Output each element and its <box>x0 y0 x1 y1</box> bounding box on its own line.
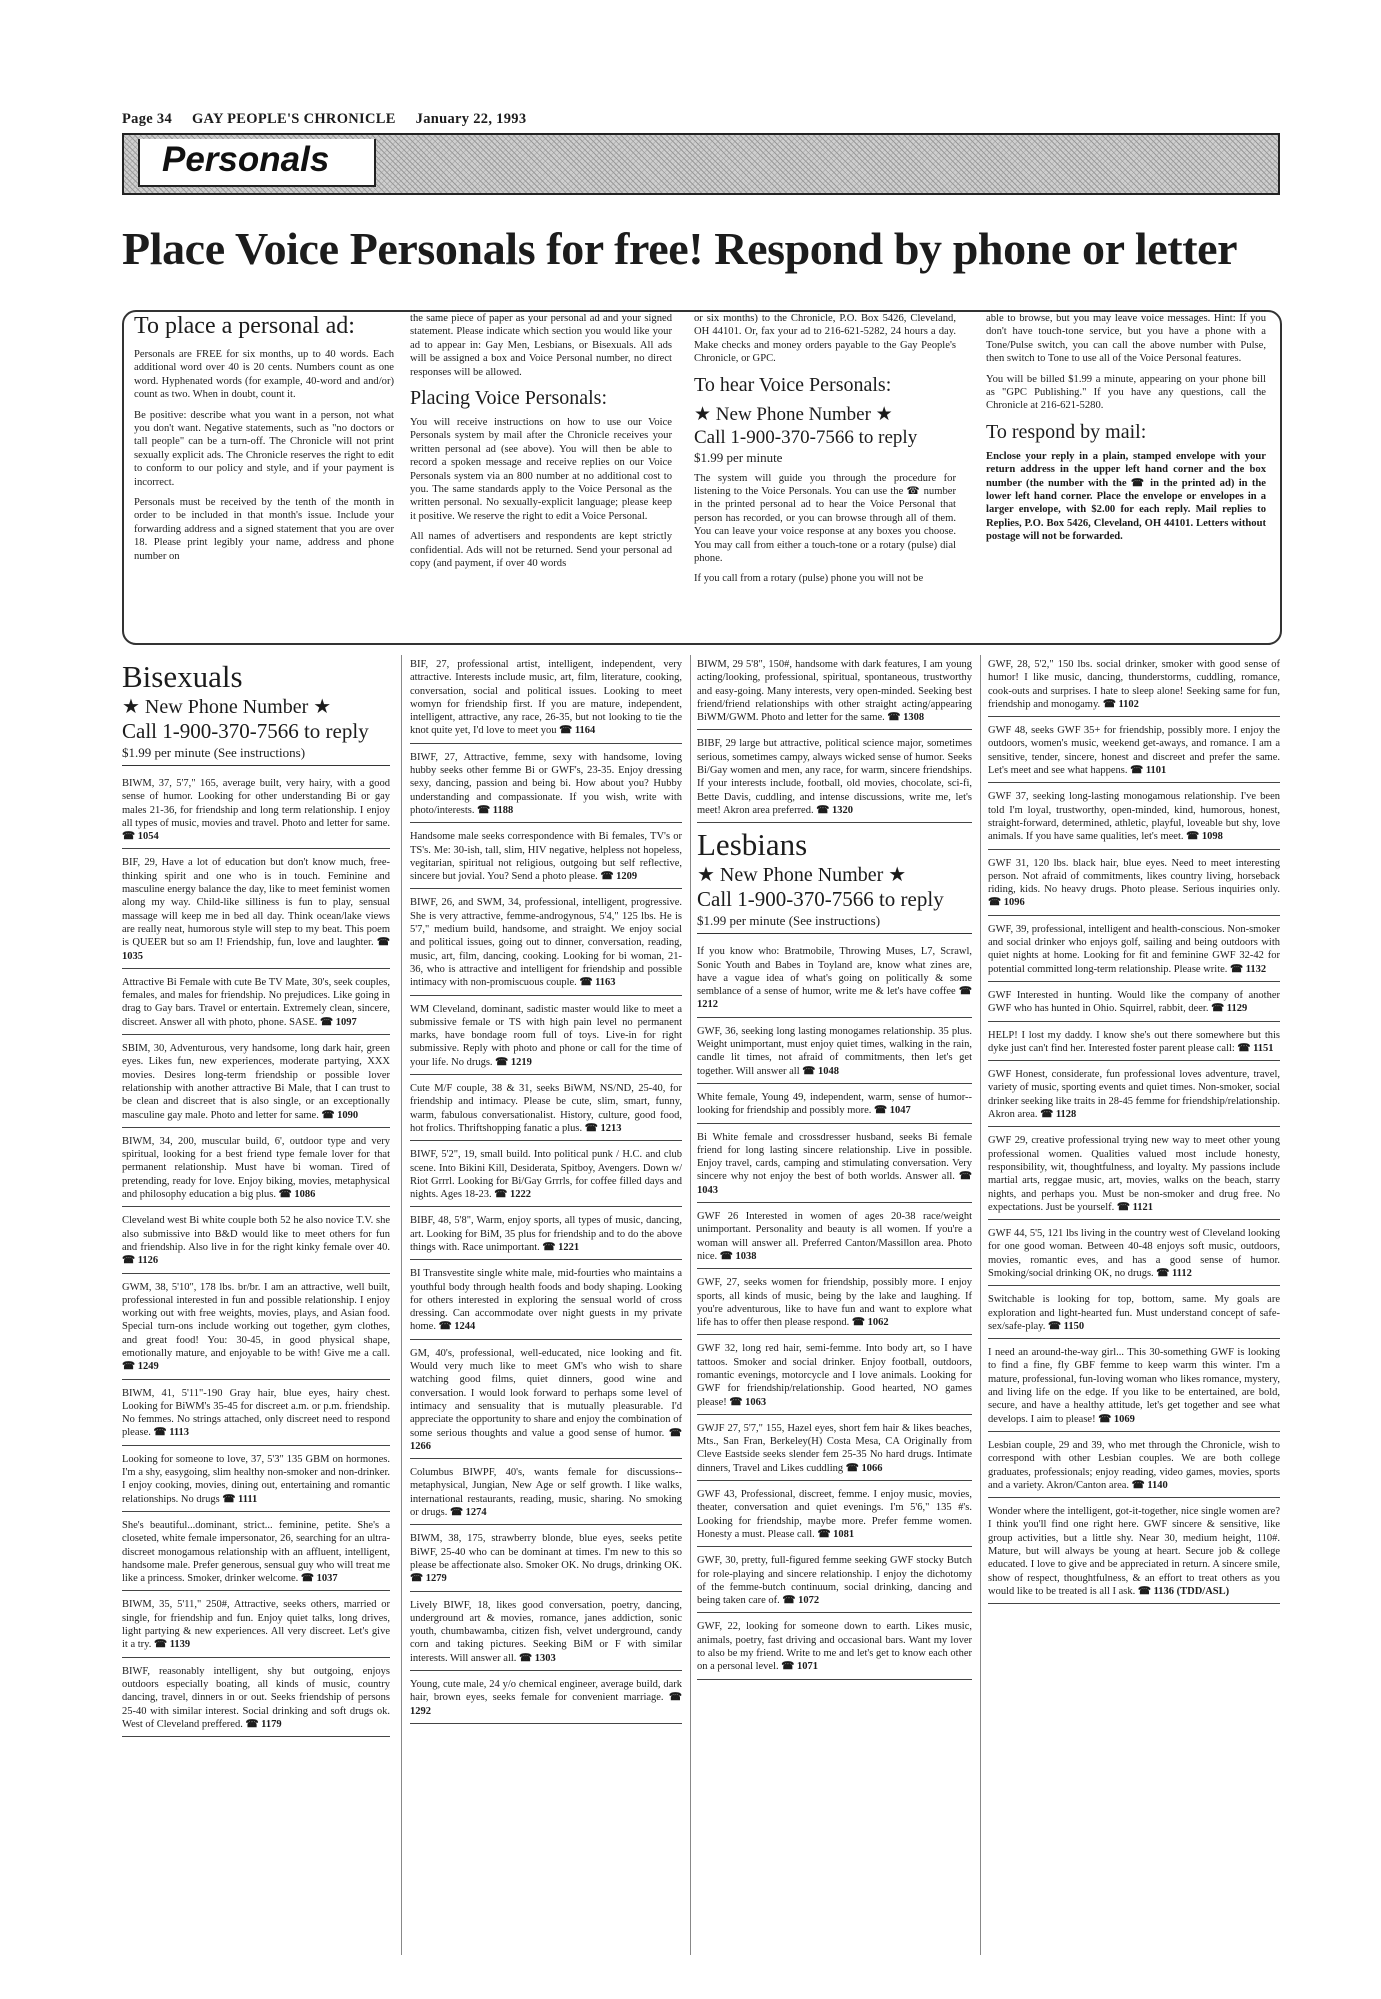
ad-reply-code: ☎ 1112 <box>1156 1267 1192 1279</box>
personal-ad <box>988 1131 1280 1220</box>
personal-ad <box>697 1088 972 1124</box>
ads-column-1 <box>122 655 390 1955</box>
personal-ad <box>988 721 1280 783</box>
lesbians-title: Lesbians <box>697 827 808 863</box>
ad-reply-code: ☎ 1219 <box>495 1056 532 1068</box>
ad-text: Young, cute male, 24 y/o chemical engineer, average build, dark hair, brown eyes, seeks female for convenient marriage. <box>410 1679 682 1704</box>
ad-reply-code: ☎ 1069 <box>1098 1413 1135 1425</box>
personal-ad <box>697 1207 972 1269</box>
personal-ad <box>122 1450 390 1512</box>
ad-text: Wonder where the intelligent, got-it-together, nice single women are? I think you'll find one right here. GWF sincere & sensitive, like group activities, but a little shy. Near 30, medium height, 110#. Mature, but will always be young at heart. Secure job & college educated. I love to give and be appreciated in return. A sincere smile, show of respect, thoughtfulness, & an effort to treat others as you would like to be treated is all I ask. <box>988 1506 1280 1597</box>
personal-ad <box>410 1211 682 1260</box>
ad-reply-code: ☎ 1266 <box>410 1427 682 1452</box>
ad-text: GWF, 36, seeking long lasting monogames relationship. 35 plus. Weight unimportant, must enjoy quiet times, walking in the rain, candle lit times, not afraid of commitments, then let's get together. Will answer all <box>697 1025 972 1077</box>
ad-text: Lively BIWF, 18, likes good conversation, poetry, dancing, underground art & movies, romance, janes addiction, sonic youth, chumbawamba, citizen fish, velvet underground, candy corn and taking pictures. Seeking BiM or F with similar interests. Will answer all. <box>410 1599 682 1664</box>
ad-text: Cleveland west Bi white couple both 52 he also novice T.V. she also submissive into B&D would like to meet others for fun and friendship. Also live in for the right kinky female over 40. <box>122 1215 390 1253</box>
info-column-4 <box>986 312 1266 642</box>
phone-number: Call 1-900-370-7566 to reply <box>694 426 918 448</box>
personal-ad <box>988 920 1280 982</box>
personal-ad <box>122 973 390 1035</box>
headline: Place Voice Personals for free! Respond by phone or letter <box>122 223 1238 274</box>
ad-text: Columbus BIWPF, 40's, wants female for discussions--metaphysical, Jungian, New Age or self growth. I like walks, international restaurants, reading, music, sharing. No smoking or drugs. <box>410 1467 682 1519</box>
placing-voice-paragraph: or six months) to the Chronicle, P.O. Box 5426, Cleveland, OH 44101. Or, fax your ad to 216-621-5282, 24 hours a day. Make checks and money orders payable to the Gay People's Chronicle, or GPC. <box>694 313 956 365</box>
ad-text: White female, Young 49, independent, warm, sense of humor--looking for friendship and possibly more. <box>697 1091 972 1117</box>
ad-reply-code: ☎ 1139 <box>153 1639 191 1651</box>
personal-ad <box>122 853 390 968</box>
ad-reply-code: ☎ 1126 <box>122 1255 159 1267</box>
ad-text: BIBF, 48, 5'8", Warm, enjoy sports, all types of music, dancing, art. Looking for BiM, 35 plus for friendship and to do the above things with. Race unimportant. <box>410 1215 682 1253</box>
place-ad-paragraph: the same piece of paper as your personal ad and your signed statement. Please indicate which section you would like your ad to appear in: Gay Men, Lesbians, or Bisexuals. All ads will be assigned a box and Voice Personal number, no direct responses will be allowed. <box>410 313 672 378</box>
ad-text: BIWF, 5'2", 19, small build. Into political punk / H.C. and club scene. Into Bikini Kill, Desiderata, Spitboy, Avengers. Down w/ Riot Grrrl. Looking for Bi/Gay Grrrls, for coffee filled days and nights. Ages 18-23. <box>410 1149 682 1201</box>
personal-ad <box>988 986 1280 1022</box>
ad-reply-code: ☎ 1101 <box>1130 765 1167 777</box>
ad-reply-code: ☎ 1164 <box>559 725 596 737</box>
personal-ad <box>122 1516 390 1591</box>
ad-reply-code: ☎ 1072 <box>782 1595 820 1607</box>
personal-ad <box>410 1145 682 1207</box>
personal-ad <box>410 1079 682 1141</box>
ad-text: HELP! I lost my daddy. I know she's out there somewhere but this dyke just can't find her. Interested foster parent please call: <box>988 1029 1280 1054</box>
ad-text: WM Cleveland, dominant, sadistic master would like to meet a submissive female or TS with high pain level no permanent marks, have bondage room full of toys. Live-in for right submissive. Reply with photo and phone or call for the time of your life. No drugs. <box>410 1003 682 1068</box>
hear-voice-paragraph: If you call from a rotary (pulse) phone you will not be <box>694 573 924 585</box>
respond-mail-title: To respond by mail: <box>986 420 1147 443</box>
ad-text: GWF 29, creative professional trying new way to meet other young professional women. Qualities valued most include honesty, responsibility, wit, thoughtfulness, and loyalty. My passions include martial arts, reggae music, art, movies, walks on the beach, starry nights, and perhaps you. Must be non-smoker and drug free. No expectations. Just be yourself. <box>988 1135 1280 1213</box>
ads-list <box>988 655 1280 1604</box>
personal-ad <box>697 1128 972 1203</box>
phone-rate: $1.99 per minute (See instructions) <box>697 913 881 929</box>
ad-reply-code: ☎ 1047 <box>874 1105 911 1117</box>
ad-reply-code: ☎ 1071 <box>781 1661 818 1673</box>
ad-text: GWF 43, Professional, discreet, femme. I enjoy music, movies, theater, conversation and quiet evenings. I'm 5'6," 135 #'s. Looking for friendship, maybe more. Prefer femme women. Honesty a must. Please call. <box>697 1489 972 1540</box>
column-divider <box>980 655 981 1955</box>
ad-text: She's beautiful...dominant, strict... feminine, petite. She's a closeted, white female impersonator, 26, searching for an ultra-discreet monogamous relationship with an affluent, intelligent, handsome male. Prefer generous, sensual guy who will treat me like a princess. Smoker, drinker welcome. <box>122 1519 390 1585</box>
ad-text: BIF, 27, professional artist, intelligent, independent, very attractive. Interests include music, art, film, literature, cooking, conversation, social and political issues. Looking to meet womyn for friendship first. If you are mature, independent, intelligent, attractive, any race, 26-35, but not looking to tie the knot quite yet, I'd love to meet you <box>410 659 682 737</box>
ad-text: GWF Interested in hunting. Would like the company of another GWF who has hunted in Ohio. Squirrel, rabbit, deer. <box>988 989 1280 1015</box>
personal-ad <box>122 774 390 849</box>
ad-reply-code: ☎ 1098 <box>1186 831 1223 843</box>
ad-text: BIWM, 34, 200, muscular build, 6', outdoor type and very spiritual, looking for a best friend type female lover for that permanent relationship. Must have bi woman. Tired of pretending, ready for love. Enjoy biking, movies, metaphysical and philosophy education a big plus. <box>122 1135 390 1201</box>
personal-ad <box>988 1502 1280 1604</box>
hear-voice-paragraph: The system will guide you through the procedure for listening to the Voice Personals. You can use the ☎ number in the printed personal ad to hear the Voice Personal that person has recorded, or you can browse through all of them. You can leave your voice response at any boxes you choose. You may call from either a touch-tone or a rotary (pulse) dial phone. <box>694 472 956 565</box>
personal-ad <box>410 893 682 995</box>
lesbians-header <box>697 827 972 934</box>
ad-text: GWF, 28, 5'2," 150 lbs. social drinker, smoker with good sense of humor! I like music, dancing, thunderstorms, cuddling, romance, cook-outs and surprises. I hate to sleep alone! Seeking same for fun, friendship and monogamy. <box>988 659 1280 710</box>
personal-ad <box>122 1384 390 1446</box>
placing-voice-title: Placing Voice Personals: <box>410 387 608 410</box>
ad-text: GWJF 27, 5'7," 155, Hazel eyes, short fem hair & likes beaches, Mts., San Fran, Berkeley(H) Costa Mesa, CA Originally from Cleve Eastside seeks slender fem 25-35 No hard drugs. Intimate dinners, Travel and Likes cuddling <box>697 1422 972 1474</box>
ad-text: Cute M/F couple, 38 & 31, seeks BiWM, NS/ND, 25-40, for friendship and intimacy. Please be cute, slim, smart, funny, warm, fabulous conversationalist. History, culture, good food, hot frolics. Thriftshopping fanatic a plus. <box>410 1083 682 1134</box>
ad-reply-code: ☎ 1308 <box>887 712 925 724</box>
ad-reply-code: ☎ 1209 <box>600 871 638 883</box>
personal-ad <box>122 1662 390 1737</box>
ads-list <box>697 942 972 1679</box>
ad-text: BIWM, 35, 5'11," 250#, Attractive, seeks others, married or single, for friendship and fun. Enjoy quiet talks, long drives, light partying & new experiences. All very discreet. Let's give it a try. <box>122 1599 390 1651</box>
ad-reply-code: ☎ 1096 <box>988 897 1025 909</box>
ad-reply-code: ☎ 1279 <box>410 1573 447 1585</box>
ad-reply-code: ☎ 1063 <box>729 1396 767 1408</box>
personal-ad <box>988 1026 1280 1062</box>
ad-reply-code: ☎ 1129 <box>1211 1003 1248 1015</box>
ads-list <box>410 655 682 1724</box>
ad-text: BIWM, 41, 5'11"-190 Gray hair, blue eyes, hairy chest. Looking for BiWM's 35-45 for discreet a.m. or p.m. friendship. No femmes. No strings attached, only discreet need to respond please. <box>122 1387 390 1439</box>
ad-reply-code: ☎ 1274 <box>449 1507 487 1519</box>
ad-text: GWF, 30, pretty, full-figured femme seeking GWF stocky Butch for role-playing and sincere relationship. I enjoy the dichotomy of the femme-butch continuum, social drinking, dancing and being taken care of. <box>697 1555 972 1607</box>
hear-phone-block <box>694 403 956 466</box>
place-ad-paragraph: Personals must be received by the tenth of the month in order to be included in that month's issue. Include your forwarding address and a signed statement that you are over 18. Please print legibly your name, address and phone number on <box>134 497 394 562</box>
personal-ad <box>410 1264 682 1339</box>
ad-reply-code: ☎ 1038 <box>719 1250 757 1262</box>
ad-reply-code: ☎ 1054 <box>122 831 159 843</box>
ad-reply-code: ☎ 1221 <box>542 1241 580 1253</box>
personal-ad <box>697 1339 972 1414</box>
personal-ad <box>988 854 1280 916</box>
ad-reply-code: ☎ 1244 <box>438 1321 476 1333</box>
ad-text: Handsome male seeks correspondence with Bi females, TV's or TS's. Me: 30-ish, tall, slim, HIV negative, helpless not hopeless, vegitarian, spiritual not religious, outgoing but self reflective, sincere but jovial. You? Send a photo please. <box>410 831 682 883</box>
ad-text: GWF 31, 120 lbs. black hair, blue eyes. Need to meet interesting person. Not afraid of commitments, likes country living, horseback riding, kids. No heavy drugs. Photo please. Serious inquiries only. <box>988 857 1280 896</box>
place-ad-paragraph: Be positive: describe what you want in a person, not what you don't want. Negative statements, such as "no doctors or tall people" can be a turn-off. The Chronicle will not print sexually explicit ads. The Chronicle reserves the right to edit to conform to our policy and style, and if your payment is incorrect. <box>134 409 394 488</box>
ad-reply-code: ☎ 1111 <box>222 1493 258 1505</box>
ad-reply-code: ☎ 1035 <box>122 937 390 962</box>
ad-reply-code: ☎ 1213 <box>584 1122 622 1134</box>
ad-reply-code: ☎ 1140 <box>1131 1479 1168 1491</box>
ad-text: BIWF, 27, Attractive, femme, sexy with handsome, loving hubby seeks other femme Bi or GWF's, 23-35. Enjoy dressing sexy, dancing, passion and being bi. How about you? Hubby understanding and compassionate. If you wish, write with photo/interests. <box>410 751 682 816</box>
ad-reply-code: ☎ 1150 <box>1047 1320 1085 1332</box>
ad-text: GM, 40's, professional, well-educated, nice looking and fit. Would very much like to meet GM's who wish to share watching good films, quiet dinners, good wine and conversation. I would look forward to perhaps some level of intimacy and sensuality that is mutually pleasurable. I'd appreciate the opportunity to share and enjoy the combination of some serious thoughts and value a good sense of humor. <box>410 1347 682 1439</box>
personal-ad <box>410 655 682 744</box>
ad-reply-code: ☎ 1048 <box>802 1065 839 1077</box>
ad-text: I need an around-the-way girl... This 30-something GWF is looking to find a fine, fly GBF femme to keep warm this winter. I'm a mature, professional, fun-loving woman who likes romance, mystery, and living life on the edge. If you like to be entertained, are bold, secure, and have a healthy attitude, let's get together and see what develops. I aim to please! <box>988 1347 1280 1425</box>
ad-reply-code: ☎ 1222 <box>494 1189 532 1201</box>
ad-reply-code: ☎ 1249 <box>122 1361 159 1373</box>
personal-ad <box>988 655 1280 717</box>
ad-text: Switchable is looking for top, bottom, same. My goals are exploration and light-hearted fun. Must understand concept of safe-sex/safe-play. <box>988 1294 1280 1332</box>
ad-text: GWF 48, seeks GWF 35+ for friendship, possibly more. I enjoy the outdoors, women's music, weekend get-aways, and romance. I am a sensitive, tender, sincere, honest and discreet and prefer the same. Let's meet and see what happens. <box>988 725 1280 777</box>
ad-text: BIWF, 26, and SWM, 34, professional, intelligent, progressive. She is very attractive, femme-androgynous, 5'4," 125 lbs. He is 5'7," medium build, handsome, and straight. We enjoy social and political issues, going out to dinner, conversation, reading, music, art, film, dancing, cooking. Looking for bi woman, 21-36, who is attractive and intelligent for friendship and possible intimacy with non-promiscuous couple. <box>410 897 682 989</box>
ad-reply-code: ☎ 1066 <box>845 1462 883 1474</box>
ad-reply-code: ☎ 1292 <box>410 1692 682 1717</box>
phone-rate: $1.99 per minute (See instructions) <box>122 745 306 760</box>
personal-ad <box>988 787 1280 849</box>
personal-ad <box>410 1596 682 1671</box>
personal-ad <box>697 1273 972 1335</box>
hear-voice-paragraph: able to browse, but you may leave voice messages. Hint: If you don't have touch-tone service, but you have a phone with a Tone/Pulse switch, you can call the above number with Pulse, then switch to Tone to use all of the Voice Personal features. <box>986 313 1266 365</box>
ad-reply-code: ☎ 1043 <box>697 1171 972 1196</box>
ad-reply-code: ☎ 1320 <box>816 804 853 816</box>
personal-ad <box>122 1132 390 1207</box>
page-header <box>122 111 542 128</box>
ad-reply-code: ☎ 1102 <box>1102 698 1139 710</box>
personal-ad <box>697 942 972 1017</box>
bisexuals-title: Bisexuals <box>122 659 243 694</box>
ad-text: GWF, 22, looking for someone down to earth. Likes music, animals, poetry, fast driving and occasional bars. Want my lover to also be my friend. Write to me and let's get to know each other on a personal level. <box>697 1621 972 1673</box>
ad-reply-code: ☎ 1163 <box>579 977 616 989</box>
ad-text: If you know who: Bratmobile, Throwing Muses, L7, Scrawl, Sonic Youth and Babes in Toyland are, know what zines are, have a vague idea of what's going on politically & some semblance of a sense of humor, write me & let's have coffee <box>697 946 972 998</box>
personal-ad <box>410 827 682 889</box>
issue-date: January 22, 1993 <box>415 111 527 127</box>
personal-ad <box>697 734 972 823</box>
ad-reply-code: ☎ 1132 <box>1230 963 1267 975</box>
ad-reply-code: ☎ 1081 <box>817 1528 855 1540</box>
ad-reply-code: ☎ 1303 <box>519 1652 556 1664</box>
ad-text: BIBF, 29 large but attractive, political science major, sometimes serious, sometimes campy, always wicked sense of humor. Seeks Bi/Gay women and men, any race, for warm, sincere friendships. If your interests include, football, old movies, chocolate, sci-fi, Bette Davis, cuddling, and intense discussions, write me, let's meet! Akron area preferred. <box>697 738 972 816</box>
personal-ad <box>122 1595 390 1657</box>
column-divider <box>401 655 402 1955</box>
info-column-1 <box>134 312 394 642</box>
place-ad-paragraph: Personals are FREE for six months, up to 40 words. Each additional word over 40 is 20 cents. Numbers count as one word. Hyphenated words (for example, 40-word and and/or) count as two. When in doubt, count it. <box>134 349 394 401</box>
ad-text: Attractive Bi Female with cute Be TV Mate, 30's, seek couples, females, and males for friendship. No prejudices. Like going in drag to Gay bars. Travel or entertain. Extremely clean, sincere, discreet. Answer all with photo, phone. SASE. <box>122 976 390 1028</box>
personal-ad <box>988 1224 1280 1286</box>
personal-ad <box>988 1290 1280 1339</box>
ad-text: BIWF, reasonably intelligent, shy but outgoing, enjoys outdoors especially boating, all kinds of music, country dancing, travel, dinners in or out. Seeks friendship of persons 25-40 with similar interest. Social drinking and soft drugs ok. West of Cleveland preffered. <box>122 1665 390 1730</box>
ad-reply-code: ☎ 1090 <box>321 1109 359 1121</box>
ad-text: BIWM, 38, 175, strawberry blonde, blue eyes, seeks petite BiWF, 25-40 who can be dominant at times. I'm new to this so please be affectionate also. Smoker OK. No drugs, drinking OK. <box>410 1533 682 1571</box>
ad-reply-code: ☎ 1128 <box>1040 1109 1077 1121</box>
personal-ad <box>988 1343 1280 1432</box>
ad-text: GWF 26 Interested in women of ages 20-38 race/weight unimportant. Personality and beauty is all women. If you're a woman will answer all. Preferred Canton/Massillon area. Photo nice. <box>697 1211 972 1262</box>
personal-ad <box>410 1463 682 1525</box>
new-phone-number-label: ★ New Phone Number ★ <box>694 403 893 425</box>
personal-ad <box>122 1278 390 1380</box>
personal-ad <box>697 655 972 730</box>
column-divider <box>690 655 691 1955</box>
ad-text: GWF 32, long red hair, semi-femme. Into body art, so I have tattoos. Smoker and social drinker. Enjoy football, outdoors, romantic evenings, motorcycle and I love animals. Looking for GWF for friendship/relationship. Good hearted, NO games please! <box>697 1343 972 1408</box>
personal-ad <box>697 1022 972 1084</box>
phone-number: Call 1-900-370-7566 to reply <box>697 887 944 912</box>
info-column-3 <box>694 312 956 642</box>
ad-reply-code: ☎ 1121 <box>1116 1201 1154 1213</box>
ad-text: GWF 37, seeking long-lasting monogamous relationship. I've been told I'm loyal, trustworthy, open-minded, kind, humorous, honest, straight-forward, determined, athletic, playful, loveable but shy, love animals. If you have same qualities, let's meet. <box>988 791 1280 843</box>
ad-text: BIF, 29, Have a lot of education but don't know much, free-thinking spirit and one who is in touch. Feminine and masculine energy balance the day, like to meet feminist women along my way. Child-like silliness is fun to play, sensual massage will keep me in bed all day. Think ocean/lake views are really neat, humorous style will step to my beat. This poem is QUEER but so am I! Friendship, fun, love and laughter. <box>122 857 390 949</box>
ad-text: BI Transvestite single white male, mid-fourties who maintains a youthful body through health foods and body shaping. Looking for others interested in exploring the sensual world of cross dressing. Can accommodate over night guests in my private home. <box>410 1268 682 1333</box>
personal-ad <box>122 1039 390 1128</box>
personal-ad <box>410 1344 682 1459</box>
personal-ad <box>697 1551 972 1613</box>
ad-text: GWF, 27, seeks women for friendship, possibly more. I enjoy sports, all kinds of music, being by the lake and laughing. If you're adventurous, like to have fun and want to explore what life has to offer then please respond. <box>697 1277 972 1329</box>
personal-ad <box>988 1065 1280 1127</box>
ad-reply-code: ☎ 1037 <box>300 1573 338 1585</box>
personal-ad <box>988 1436 1280 1498</box>
personal-ad <box>410 1675 682 1724</box>
ad-text: BIWM, 29 5'8", 150#, handsome with dark features, I am young acting/looking, professional, spiritual, spontaneous, trustworthy and easy-going. Many interests, very open-minded. Seeking best friend/friend relationships with other straight acting/appearing BiWM/GWM. Photo and letter for the same. <box>697 659 972 724</box>
ad-text: GWM, 38, 5'10", 178 lbs. br/br. I am an attractive, well built, professional interested in fun and possible relationship. I enjoy working out with free weights, movies, plays, and Asian food. Special turn-ons include working out together, gym clothes, and great food! You: 30-45, in good physical shape, emotionally mature, and enjoyable to be with! Give me a call. <box>122 1281 390 1359</box>
placing-voice-paragraph: You will receive instructions on how to use our Voice Personals system by mail after the Chronicle receives your written personal ad (see above). You will then be able to record a spoken message and receive replies on our Voice Personals system via an 800 number at no additional cost to you. The same standards apply to the Voice Personal as the written personal. No sexually-explicit language; please keep it positive. We reserve the right to edit a Voice Personal. <box>410 417 672 522</box>
new-phone-number-label: ★ New Phone Number ★ <box>122 696 332 718</box>
ads-column-2 <box>410 655 682 1955</box>
ad-text: SBIM, 30, Adventurous, very handsome, long dark hair, green eyes. Likes fun, new experiences, moderate partying, XXX movies. Desires long-term friendship or possible lover relationship with another attractive Bi Male, that I can trust to be clean and discreet that is also single, or an exceptionally masculine gay male. Photo and letter for same. <box>122 1043 390 1121</box>
new-phone-number-label: ★ New Phone Number ★ <box>697 864 907 887</box>
ad-reply-code: ☎ 1151 <box>1237 1042 1274 1054</box>
hear-voice-title: To hear Voice Personals: <box>694 373 892 396</box>
personal-ad <box>410 1000 682 1075</box>
ad-reply-code: ☎ 1179 <box>245 1718 282 1730</box>
ad-text: Looking for someone to love, 37, 5'3" 135 GBM on hormones. I'm a shy, easygoing, slim healthy non-smoker and non-drinker. I enjoy cooking, movies, dining out, entertaining and romantic relationships. No drugs <box>122 1453 390 1505</box>
publication-name: GAY PEOPLE'S CHRONICLE <box>191 111 396 127</box>
section-title: Personals <box>138 139 376 187</box>
ad-reply-code: ☎ 1113 <box>153 1427 190 1439</box>
place-ad-title: To place a personal ad: <box>134 313 355 339</box>
ad-text: Lesbian couple, 29 and 39, who met through the Chronicle, wish to correspond with other Lesbian couples. We are both college graduates, professionals; enjoy reading, video games, movies, sports and a variety. Akron/Canton area. <box>988 1439 1280 1491</box>
ads-column-3 <box>697 655 972 1955</box>
ad-text: BIWM, 37, 5'7," 165, average built, very hairy, with a good sense of humor. Looking for other understanding Bi or gay males 21-36, for friendship and long term relationship. I enjoy all types of music, movies and travel. Photo and letter for same. <box>122 778 390 829</box>
personal-ad <box>410 1529 682 1591</box>
personal-ad <box>122 1211 390 1273</box>
page-number: Page 34 <box>122 111 173 127</box>
personal-ad <box>410 748 682 823</box>
phone-number: Call 1-900-370-7566 to reply <box>122 719 369 743</box>
ads-column-4 <box>988 655 1280 1955</box>
hear-voice-paragraph: You will be billed $1.99 a minute, appearing on your phone bill as "GPC Publishing." If you have any questions, call the Chronicle at 216-621-5280. <box>986 373 1266 412</box>
ad-reply-code: ☎ 1188 <box>477 804 514 816</box>
ad-reply-code: ☎ 1086 <box>278 1189 316 1201</box>
personal-ad <box>697 1485 972 1547</box>
ad-reply-code: ☎ 1212 <box>697 986 972 1011</box>
info-column-2 <box>410 312 672 642</box>
section-banner <box>122 133 1280 195</box>
personal-ad <box>697 1419 972 1481</box>
ads-list <box>122 774 390 1737</box>
phone-rate: $1.99 per minute <box>694 449 783 465</box>
ad-reply-code: ☎ 1062 <box>851 1317 889 1329</box>
ad-text: GWF Honest, considerate, fun professional loves adventure, travel, variety of music, sporting events and quiet times. Non-smoker, social drinker seeking like traits in 28-45 femme for friendship/relationship. Akron area. <box>988 1069 1280 1121</box>
ad-text: Bi White female and crossdresser husband, seeks Bi female friend for long lasting sincere relationship. Live in possible. Enjoy travel, cards, camping and stimulating conversation. Very sincere why not enjoy the best of both worlds. Answer all. <box>697 1131 972 1183</box>
bisexuals-header <box>122 659 390 766</box>
ads-list <box>697 655 972 823</box>
ad-text: GWF 44, 5'5, 121 lbs living in the country west of Cleveland looking for one good woman. Between 40-48 enjoys soft music, outdoors, movies, romantic eves, and has a good sense of humor. Smoking/social drinking OK, no drugs. <box>988 1228 1280 1279</box>
respond-mail-paragraph: Enclose your reply in a plain, stamped envelope with your return address in the upper left hand corner and the box number (the number with the ☎ in the printed ad) in the lower left hand corner. Place the envelope or envelopes in a larger envelope, with $2.00 for each reply. Mail replies to Replies, P.O. Box 5426, Cleveland, OH 44101. Letters without postage will not be forwarded. <box>986 450 1266 543</box>
placing-voice-paragraph: All names of advertisers and respondents are kept strictly confidential. Ads will not be returned. Send your personal ad copy (and payment, if over 40 words <box>410 531 672 570</box>
ad-reply-code: ☎ 1136 (TDD/ASL) <box>1137 1585 1230 1597</box>
ad-reply-code: ☎ 1097 <box>320 1016 357 1028</box>
personal-ad <box>697 1617 972 1679</box>
ad-text: GWF, 39, professional, intelligent and health-conscious. Non-smoker and social drinker who enjoys golf, sailing and being outdoors with quiet nights at home. Looking for fit and feminine GWF 32-42 for potential committed long-term relationship. Please write. <box>988 923 1280 975</box>
